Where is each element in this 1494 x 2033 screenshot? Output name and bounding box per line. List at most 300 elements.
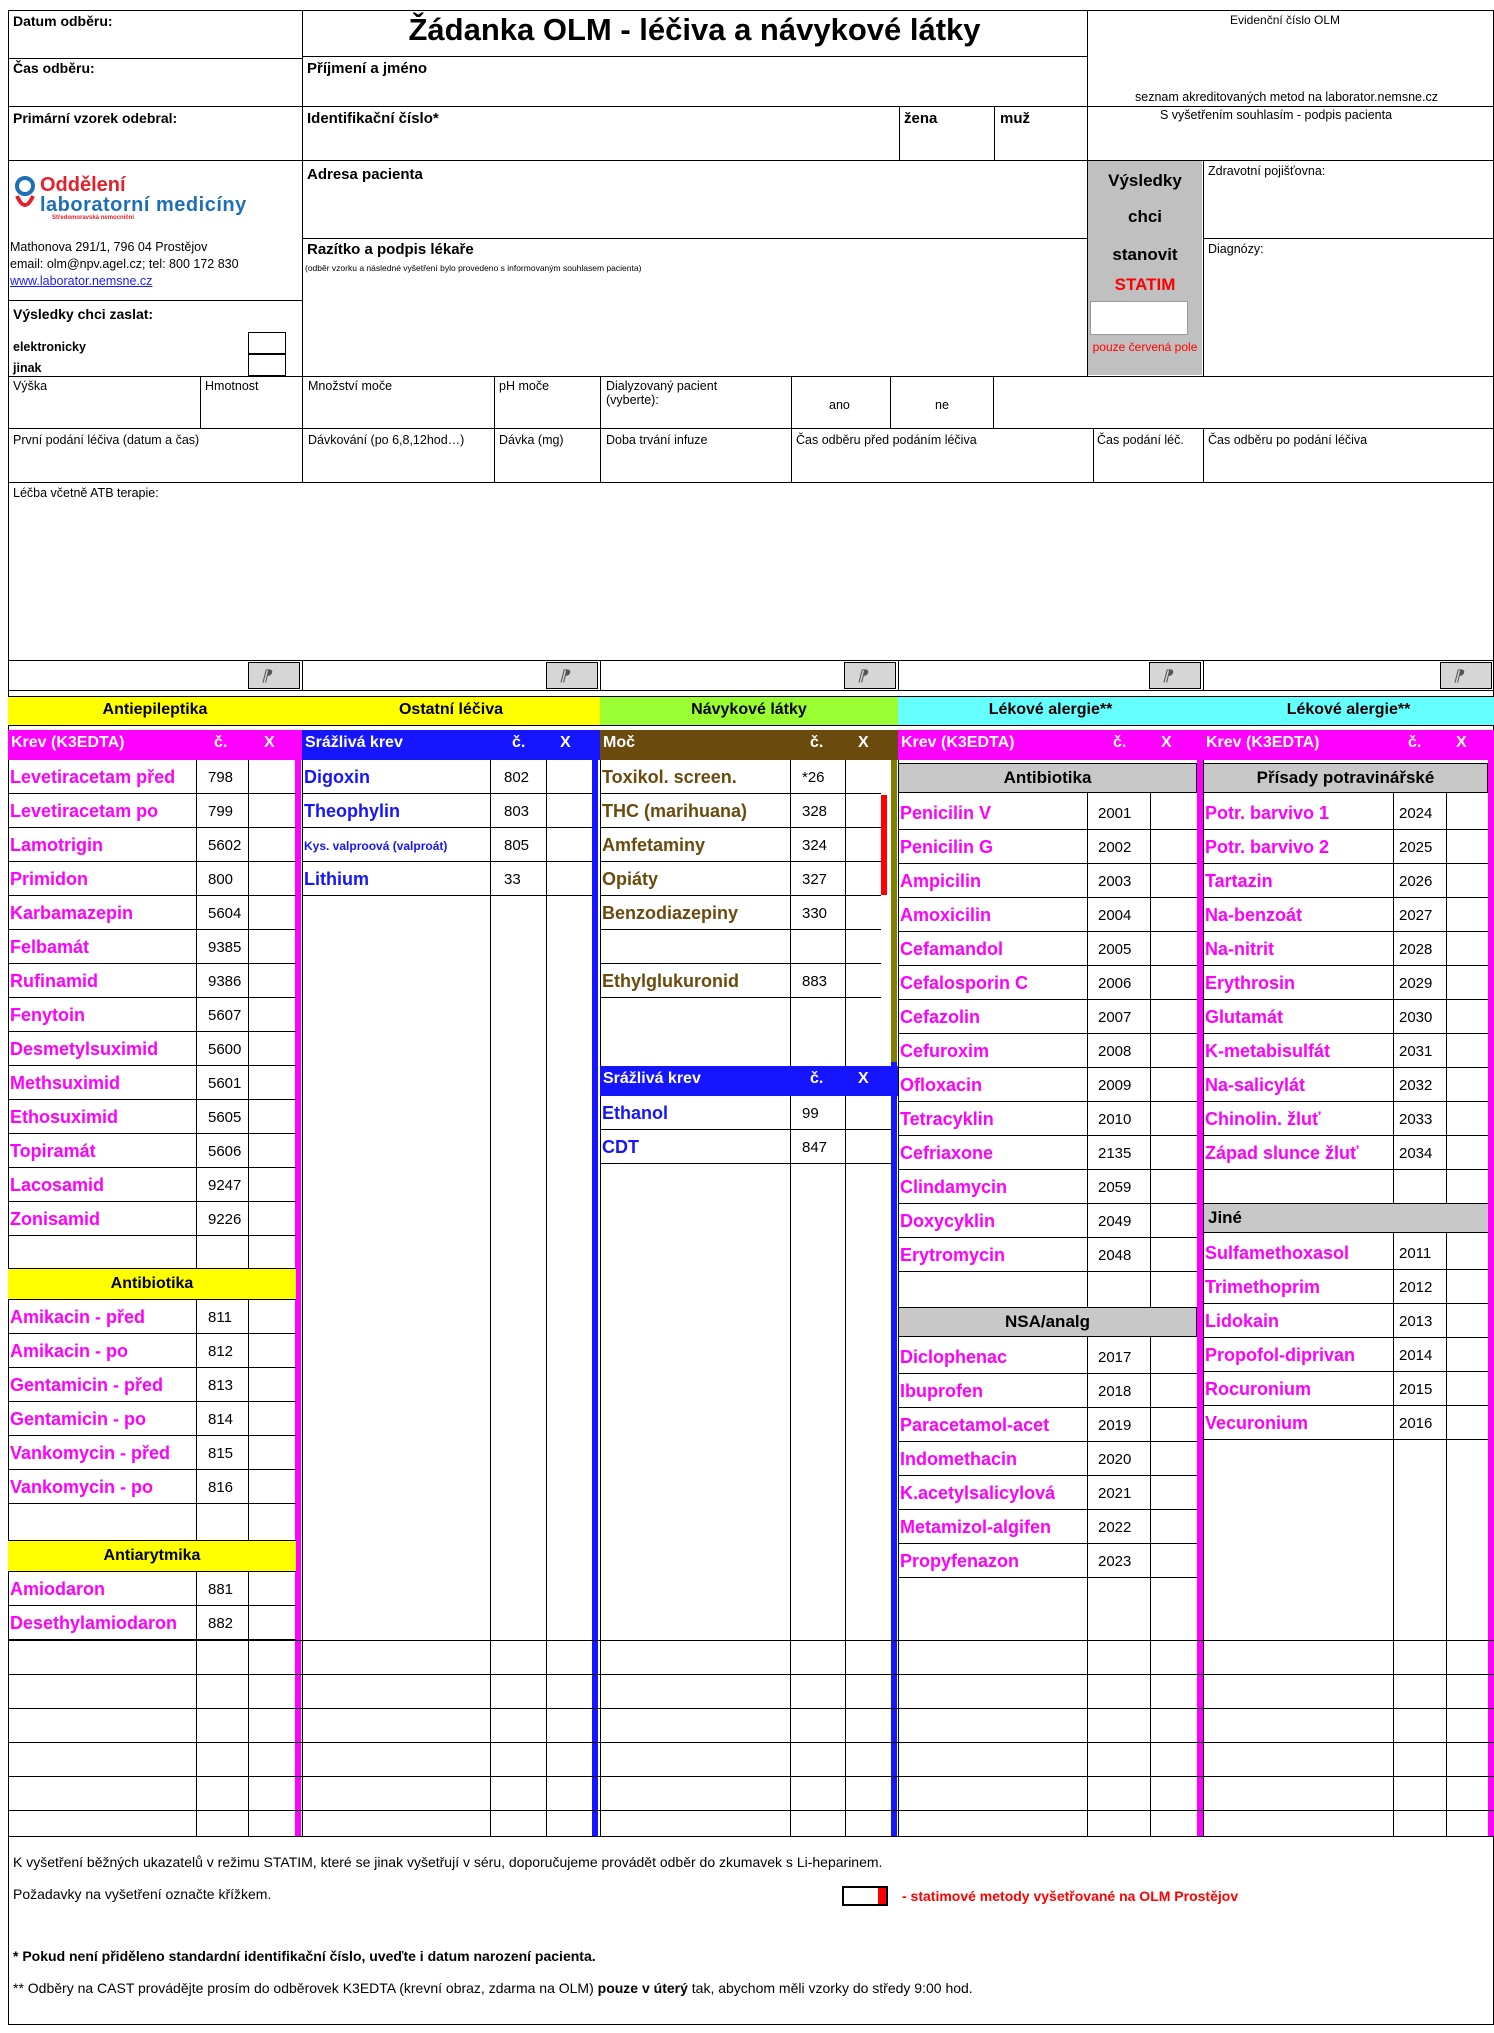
ostatni-row-2[interactable] — [302, 828, 592, 862]
alergie-nsa-name: Propyfenazon — [900, 1551, 1020, 1571]
grid-line — [8, 1708, 1494, 1709]
alergie-nsa-row-2[interactable] — [898, 1408, 1197, 1442]
alergie-prisady-code: 2026 — [1399, 873, 1433, 890]
antiepileptika-name: Lacosamid — [10, 1175, 105, 1195]
antiepileptika-code: 799 — [208, 803, 234, 820]
antibiotika-row-4[interactable] — [8, 1436, 296, 1470]
antiepileptika-row-0[interactable] — [8, 760, 296, 794]
alergie-prisady-row-3[interactable] — [1203, 898, 1488, 932]
antiepileptika-row-13[interactable] — [8, 1202, 296, 1236]
alergie-prisady-row-7[interactable] — [1203, 1034, 1488, 1068]
ostatni-row-3[interactable] — [302, 862, 592, 896]
hmotnost-field[interactable]: Hmotnost — [205, 379, 259, 393]
statim-marker — [881, 795, 887, 895]
statim-note: pouze červená pole — [1092, 340, 1198, 354]
antibiotika-row-5[interactable] — [8, 1470, 296, 1504]
alergie-atb-row-13[interactable] — [898, 1238, 1197, 1272]
navykove-krev-row-1[interactable] — [600, 1130, 891, 1164]
dialyzovany-label: Dialyzovaný pacient (vyberte): — [606, 379, 718, 407]
navykove-row-1[interactable] — [600, 794, 881, 828]
filter-icon: ⁋ — [857, 668, 868, 685]
navykove-code: 327 — [802, 871, 828, 888]
antibiotika-name: Vankomycin - před — [10, 1443, 171, 1463]
mnozstvi-field[interactable]: Množství moče — [308, 379, 393, 393]
footer-line2: Požadavky na vyšetření označte křížkem. — [13, 1886, 272, 1902]
alergie-atb-code: 2004 — [1098, 907, 1132, 924]
footer-note1: * Pokud není přiděleno standardní identifikační číslo, uveďte i datum narození pacienta. — [13, 1948, 596, 1964]
subheader-moc: Moč č. X — [600, 730, 898, 760]
group-prisady: Přísady potravinářské — [1203, 763, 1488, 793]
antiepileptika-name: Zonisamid — [10, 1209, 101, 1229]
alergie-prisady-name: Západ slunce žluť — [1205, 1143, 1359, 1163]
alergie-prisady-code: 2028 — [1399, 941, 1433, 958]
alergie-prisady-code: 2025 — [1399, 839, 1433, 856]
zdravotni-field[interactable]: Zdravotní pojišťovna: — [1208, 164, 1326, 178]
antiarytmika-name: Amiodaron — [10, 1579, 106, 1599]
davkovani-field[interactable]: Dávkování (po 6,8,12hod…) — [308, 433, 465, 447]
alergie-atb-name: Cefuroxim — [900, 1041, 990, 1061]
antiarytmika-name: Desethylamiodaron — [10, 1613, 178, 1633]
alergie-atb-row-12[interactable] — [898, 1204, 1197, 1238]
zena-option[interactable]: žena — [904, 110, 938, 127]
lab-name-line3: Středomoravská nemocniční — [52, 215, 135, 221]
navykove-krev-name: CDT — [602, 1137, 639, 1157]
statim-label: STATIM — [1114, 275, 1176, 294]
alergie-atb-code: 2009 — [1098, 1077, 1132, 1094]
razitko-label: Razítko a podpis lékaře — [307, 241, 474, 258]
section-antibiotika: Antibiotika — [8, 1268, 296, 1300]
antiepileptika-name: Rufinamid — [10, 971, 98, 991]
antiepileptika-code: 5606 — [208, 1143, 242, 1160]
antiepileptika-code: 798 — [208, 769, 234, 786]
navykove-name: Opiáty — [602, 869, 659, 889]
alergie-prisady-code: 2033 — [1399, 1111, 1433, 1128]
antiepileptika-row-10[interactable] — [8, 1100, 296, 1134]
filter-dropdown-4[interactable] — [1149, 662, 1201, 689]
alergie-prisady-row-6[interactable] — [1203, 1000, 1488, 1034]
alergie-jine-name: Propofol-diprivan — [1205, 1345, 1355, 1365]
alergie-jine-row-2[interactable] — [1203, 1304, 1488, 1338]
doba-infuze-field[interactable]: Doba trvání infuze — [606, 433, 708, 447]
alergie-prisady-row-5[interactable] — [1203, 966, 1488, 1000]
navykove-row-2[interactable] — [600, 828, 881, 862]
cas-po-field[interactable]: Čas odběru po podání léčiva — [1208, 433, 1368, 447]
grid-line — [8, 1674, 1494, 1675]
alergie-atb-name: Tetracyklin — [900, 1109, 994, 1129]
prvni-podani-field[interactable]: První podání léčiva (datum a čas) — [13, 433, 200, 447]
alergie-prisady-row-0[interactable] — [1203, 796, 1488, 830]
alergie-prisady-name: Na-nitrit — [1205, 939, 1274, 959]
ostatni-code: 802 — [504, 769, 530, 786]
antiepileptika-row-8[interactable] — [8, 1032, 296, 1066]
group-antibiotika: Antibiotika — [898, 763, 1197, 793]
alergie-prisady-name: Erythrosin — [1205, 973, 1296, 993]
section-antiepileptika: Antiepileptika — [8, 696, 302, 726]
alergie-nsa-name: Indomethacin — [900, 1449, 1018, 1469]
lab-logo — [12, 174, 302, 224]
navykove-code: *26 — [802, 769, 825, 786]
alergie-atb-code: 2005 — [1098, 941, 1132, 958]
section-antiarytmika: Antiarytmika — [8, 1540, 296, 1572]
lab-web-link[interactable]: www.laborator.nemsne.cz — [10, 274, 153, 288]
alergie-prisady-code: 2027 — [1399, 907, 1433, 924]
alergie-atb-code: 2007 — [1098, 1009, 1132, 1026]
alergie-atb-code: 2006 — [1098, 975, 1132, 992]
navykove-krev-name: Ethanol — [602, 1103, 668, 1123]
alergie-prisady-name: Chinolin. žluť — [1205, 1109, 1321, 1129]
filter-icon: ⁋ — [559, 668, 570, 685]
elektronicky-label: elektronicky — [13, 340, 86, 354]
cas-pred-field[interactable]: Čas odběru před podáním léčiva — [796, 433, 977, 447]
antibiotika-row-3[interactable] — [8, 1402, 296, 1436]
navykove-code: 328 — [802, 803, 828, 820]
antiepileptika-name: Fenytoin — [10, 1005, 85, 1025]
alergie-atb-name: Cefazolin — [900, 1007, 981, 1027]
alergie-atb-row-9[interactable] — [898, 1102, 1197, 1136]
antiepileptika-row-1[interactable] — [8, 794, 296, 828]
filter-dropdown-3[interactable] — [844, 662, 896, 689]
alergie-prisady-row-10[interactable] — [1203, 1136, 1488, 1170]
alergie-atb-name: Amoxicilin — [900, 905, 992, 925]
ostatni-name: Digoxin — [304, 767, 370, 787]
antibiotika-row-2[interactable] — [8, 1368, 296, 1402]
statim-box — [1088, 161, 1202, 375]
filter-icon: ⁋ — [1162, 668, 1173, 685]
alergie-prisady-name: Na-salicylát — [1205, 1075, 1306, 1095]
antiepileptika-name: Primidon — [10, 869, 89, 889]
alergie-nsa-name: Paracetamol-acet — [900, 1415, 1050, 1435]
alergie-atb-row-8[interactable] — [898, 1068, 1197, 1102]
primarni-vzorek-label: Primární vzorek odebral: — [13, 110, 178, 126]
navykove-krev-row-0[interactable] — [600, 1096, 891, 1130]
navykove-row-4[interactable] — [600, 896, 881, 930]
dialyza-ne-option[interactable]: ne — [935, 398, 949, 412]
alergie-jine-row-3[interactable] — [1203, 1338, 1488, 1372]
alergie-nsa-row-5[interactable] — [898, 1510, 1197, 1544]
group-jine: Jiné — [1203, 1203, 1488, 1233]
alergie-atb-name: Cefamandol — [900, 939, 1004, 959]
alergie-atb-row-11[interactable] — [898, 1170, 1197, 1204]
alergie-atb-name: Penicilin G — [900, 837, 994, 857]
alergie-prisady-row-4[interactable] — [1203, 932, 1488, 966]
grid-line — [8, 1810, 1494, 1811]
antibiotika-name: Gentamicin - před — [10, 1375, 164, 1395]
alergie-nsa-row-1[interactable] — [898, 1374, 1197, 1408]
section-navykove: Návykové látky — [600, 696, 898, 726]
alergie-atb-row-0[interactable] — [898, 796, 1197, 830]
navykove-krev-code: 847 — [802, 1139, 828, 1156]
lab-name-line1: Oddělení — [40, 174, 126, 196]
alergie-nsa-name: K.acetylsalicylová — [900, 1483, 1056, 1503]
alergie-nsa-code: 2023 — [1098, 1553, 1132, 1570]
antiepileptika-code: 800 — [208, 871, 234, 888]
alergie-prisady-row-9[interactable] — [1203, 1102, 1488, 1136]
alergie-jine-name: Rocuronium — [1205, 1379, 1311, 1399]
antiarytmika-row-1[interactable] — [8, 1606, 296, 1640]
alergie-atb-row-10[interactable] — [898, 1136, 1197, 1170]
alergie-atb-name: Erytromycin — [900, 1245, 1006, 1265]
alergie-nsa-name: Ibuprofen — [900, 1381, 983, 1401]
navykove-row-3[interactable] — [600, 862, 881, 896]
alergie-atb-name: Ofloxacin — [900, 1075, 983, 1095]
alergie-atb-row-2[interactable] — [898, 864, 1197, 898]
antiepileptika-code: 9386 — [208, 973, 242, 990]
navykove-code: 883 — [802, 973, 828, 990]
alergie-prisady-name: Glutamát — [1205, 1007, 1284, 1027]
alergie-prisady-row-1[interactable] — [1203, 830, 1488, 864]
antibiotika-code: 814 — [208, 1411, 234, 1428]
alergie-nsa-row-6[interactable] — [898, 1544, 1197, 1578]
antiepileptika-name: Levetiracetam po — [10, 801, 159, 821]
antiepileptika-code: 5602 — [208, 837, 242, 854]
subheader-krev-2: Krev (K3EDTA) č. X — [898, 730, 1203, 760]
souhlas-label: S vyšetřením souhlasím - podpis pacienta — [1160, 108, 1393, 122]
antiepileptika-row-2[interactable] — [8, 828, 296, 862]
alergie-prisady-row-8[interactable] — [1203, 1068, 1488, 1102]
alergie-nsa-code: 2018 — [1098, 1383, 1132, 1400]
alergie-jine-row-4[interactable] — [1203, 1372, 1488, 1406]
alergie-jine-name: Sulfamethoxasol — [1205, 1243, 1350, 1263]
vysledky-zaslat-label: Výsledky chci zaslat: — [13, 306, 154, 322]
alergie-nsa-code: 2020 — [1098, 1451, 1132, 1468]
alergie-prisady-name: Potr. barvivo 1 — [1205, 803, 1330, 823]
adresa-field[interactable]: Adresa pacienta — [307, 166, 423, 183]
antiepileptika-code: 5604 — [208, 905, 242, 922]
alergie-jine-name: Trimethoprim — [1205, 1277, 1321, 1297]
filter-icon: ⁋ — [261, 668, 272, 685]
alergie-nsa-name: Diclophenac — [900, 1347, 1008, 1367]
navykove-name: THC (marihuana) — [602, 801, 748, 821]
stripe-olive — [891, 760, 897, 1062]
antiepileptika-name: Felbamát — [10, 937, 90, 957]
alergie-atb-code: 2001 — [1098, 805, 1132, 822]
ostatni-row-0[interactable] — [302, 760, 592, 794]
antiepileptika-name: Levetiracetam před — [10, 767, 176, 787]
grid-line — [8, 1742, 1494, 1743]
alergie-atb-code: 2010 — [1098, 1111, 1132, 1128]
vyska-field[interactable]: Výška — [13, 379, 48, 393]
alergie-prisady-code: 2032 — [1399, 1077, 1433, 1094]
alergie-nsa-code: 2019 — [1098, 1417, 1132, 1434]
alergie-atb-row-5[interactable] — [898, 966, 1197, 1000]
antiepileptika-name: Methsuximid — [10, 1073, 121, 1093]
group-nsa: NSA/analg — [898, 1307, 1197, 1337]
antiepileptika-row-6[interactable] — [8, 964, 296, 998]
antibiotika-row-1[interactable] — [8, 1334, 296, 1368]
alergie-nsa-code: 2022 — [1098, 1519, 1132, 1536]
alergie-prisady-name: K-metabisulfát — [1205, 1041, 1331, 1061]
antiepileptika-row-5[interactable] — [8, 930, 296, 964]
antibiotika-name: Amikacin - před — [10, 1307, 146, 1327]
filter-dropdown-5[interactable] — [1440, 662, 1492, 689]
jinak-checkbox[interactable] — [248, 354, 286, 376]
antiepileptika-row-7[interactable] — [8, 998, 296, 1032]
antibiotika-code: 811 — [208, 1309, 232, 1326]
navykove-name: Ethylglukuronid — [602, 971, 739, 991]
antibiotika-name: Vankomycin - po — [10, 1477, 154, 1497]
antibiotika-name: Amikacin - po — [10, 1341, 129, 1361]
alergie-atb-row-7[interactable] — [898, 1034, 1197, 1068]
prijmeni-field[interactable]: Příjmení a jméno — [307, 60, 428, 77]
section-ostatni: Ostatní léčiva — [302, 696, 600, 726]
alergie-atb-code: 2059 — [1098, 1179, 1132, 1196]
subheader-krev-1: Krev (K3EDTA) č. X — [8, 730, 302, 760]
antiarytmika-code: 882 — [208, 1615, 234, 1632]
lecba-field[interactable]: Léčba včetně ATB terapie: — [13, 486, 159, 500]
ostatni-code: 803 — [504, 803, 530, 820]
antiepileptika-name: Ethosuximid — [10, 1107, 119, 1127]
antibiotika-code: 815 — [208, 1445, 234, 1462]
alergie-prisady-name: Tartazin — [1205, 871, 1273, 891]
lab-contact: email: olm@npv.agel.cz; tel: 800 172 830 — [10, 257, 239, 271]
alergie-prisady-name: Na-benzoát — [1205, 905, 1303, 925]
antiepileptika-row-3[interactable] — [8, 862, 296, 896]
statim-legend-swatch — [842, 1886, 888, 1906]
jinak-label: jinak — [13, 361, 42, 375]
alergie-jine-row-1[interactable] — [1203, 1270, 1488, 1304]
alergie-prisady-row-2[interactable] — [1203, 864, 1488, 898]
lab-logo-icon — [14, 176, 36, 214]
dialyza-ano-option[interactable]: ano — [829, 398, 850, 412]
ostatni-code: 33 — [504, 871, 521, 888]
diagnozy-field[interactable]: Diagnózy: — [1208, 242, 1264, 256]
navykove-row-6[interactable] — [600, 964, 881, 998]
alergie-atb-name: Ampicilin — [900, 871, 982, 891]
antibiotika-code: 816 — [208, 1479, 234, 1496]
statim-legend-text: - statimové metody vyšetřované na OLM Prostějov — [902, 1888, 1239, 1904]
alergie-atb-name: Doxycyklin — [900, 1211, 996, 1231]
cas-podani-field[interactable]: Čas podání léč. — [1097, 433, 1184, 447]
alergie-nsa-name: Metamizol-algifen — [900, 1517, 1052, 1537]
alergie-atb-row-6[interactable] — [898, 1000, 1197, 1034]
elektronicky-checkbox[interactable] — [248, 332, 286, 354]
antiepileptika-row-11[interactable] — [8, 1134, 296, 1168]
alergie-atb-code: 2002 — [1098, 839, 1132, 856]
statim-line2: chci — [1127, 207, 1163, 226]
subheader-srazliva-krev: Srážlivá krev č. X — [302, 730, 600, 760]
seznam-link[interactable]: seznam akreditovaných metod na laborator.nemsne.cz — [1135, 90, 1438, 104]
page-title: Žádanka OLM - léčiva a návykové látky — [408, 12, 981, 47]
alergie-atb-code: 2049 — [1098, 1213, 1132, 1230]
antiepileptika-code: 5600 — [208, 1041, 242, 1058]
davka-field[interactable]: Dávka (mg) — [499, 433, 564, 447]
footer-line1: K vyšetření běžných ukazatelů v režimu STATIM, které se jinak vyšetřují v séru, doporučujeme provádět odběr do zkumavek s Li-heparinem. — [13, 1854, 883, 1870]
subheader-srazliva-krev-2: Srážlivá krev č. X — [600, 1066, 898, 1096]
antiepileptika-row-9[interactable] — [8, 1066, 296, 1100]
alergie-atb-code: 2048 — [1098, 1247, 1132, 1264]
alergie-jine-code: 2013 — [1399, 1313, 1433, 1330]
alergie-jine-row-0[interactable] — [1203, 1236, 1488, 1270]
filter-dropdown-2[interactable] — [546, 662, 598, 689]
footer-note2: ** Odběry na CAST provádějte prosím do odběrovek K3EDTA (krevní obraz, zdarma na OLM) pouze v úterý tak, abychom měli vzorky do středy 9:00 hod. — [13, 1980, 973, 1996]
ostatni-row-1[interactable] — [302, 794, 592, 828]
alergie-atb-code: 2135 — [1098, 1145, 1132, 1162]
grid-line — [8, 1640, 1494, 1641]
grid-line — [8, 1776, 1494, 1777]
alergie-atb-name: Clindamycin — [900, 1177, 1008, 1197]
antiepileptika-code: 5607 — [208, 1007, 242, 1024]
alergie-prisady-code: 2030 — [1399, 1009, 1433, 1026]
statim-line3: stanovit — [1112, 245, 1178, 264]
antiepileptika-name: Desmetylsuximid — [10, 1039, 159, 1059]
alergie-jine-code: 2014 — [1399, 1347, 1433, 1364]
lab-address: Mathonova 291/1, 796 04 Prostějov — [10, 240, 208, 254]
antibiotika-name: Gentamicin - po — [10, 1409, 147, 1429]
identifikacni-field[interactable]: Identifikační číslo* — [307, 110, 439, 127]
cas-odberu-label: Čas odběru: — [13, 60, 95, 76]
antiarytmika-row-0[interactable] — [8, 1572, 296, 1606]
navykove-name: Benzodiazepiny — [602, 903, 739, 923]
razitko-note: (odběr vzorku a následné vyšetření bylo provedeno s informovaným souhlasem pacienta) — [305, 263, 642, 273]
alergie-nsa-code: 2021 — [1098, 1485, 1132, 1502]
ostatni-name: Theophylin — [304, 801, 400, 821]
section-alergie-1: Lékové alergie** — [898, 696, 1203, 726]
alergie-prisady-code: 2031 — [1399, 1043, 1433, 1060]
antiepileptika-code: 9247 — [208, 1177, 242, 1194]
navykove-code: 330 — [802, 905, 828, 922]
alergie-atb-name: Cefriaxone — [900, 1143, 994, 1163]
antiepileptika-name: Lamotrigin — [10, 835, 103, 855]
alergie-jine-code: 2015 — [1399, 1381, 1433, 1398]
alergie-nsa-code: 2017 — [1098, 1349, 1132, 1366]
navykove-name: Toxikol. screen. — [602, 767, 737, 787]
section-alergie-2: Lékové alergie** — [1203, 696, 1494, 726]
navykove-name: Amfetaminy — [602, 835, 706, 855]
antibiotika-code: 812 — [208, 1343, 234, 1360]
alergie-prisady-code: 2024 — [1399, 805, 1433, 822]
datum-odberu-label: Datum odběru: — [13, 13, 113, 29]
alergie-atb-row-1[interactable] — [898, 830, 1197, 864]
statim-checkbox[interactable] — [1090, 301, 1188, 335]
alergie-atb-name: Cefalosporin C — [900, 973, 1029, 993]
alergie-jine-name: Lidokain — [1205, 1311, 1280, 1331]
navykove-row-0[interactable] — [600, 760, 881, 794]
alergie-prisady-code: 2034 — [1399, 1145, 1433, 1162]
alergie-jine-code: 2011 — [1399, 1245, 1432, 1262]
antibiotika-row-0[interactable] — [8, 1300, 296, 1334]
navykove-code: 324 — [802, 837, 828, 854]
alergie-atb-row-4[interactable] — [898, 932, 1197, 966]
muz-option[interactable]: muž — [1000, 110, 1030, 127]
alergie-jine-name: Vecuronium — [1205, 1413, 1309, 1433]
alergie-nsa-row-3[interactable] — [898, 1442, 1197, 1476]
navykove-row-5[interactable] — [600, 930, 881, 964]
ph-field[interactable]: pH moče — [499, 379, 550, 393]
evidencni-label: Evidenční číslo OLM — [1230, 13, 1341, 27]
alergie-atb-code: 2008 — [1098, 1043, 1132, 1060]
filter-icon: ⁋ — [1453, 668, 1464, 685]
antiarytmika-code: 881 — [208, 1581, 234, 1598]
alergie-nsa-row-0[interactable] — [898, 1340, 1197, 1374]
antiepileptika-row-4[interactable] — [8, 896, 296, 930]
alergie-nsa-row-4[interactable] — [898, 1476, 1197, 1510]
alergie-atb-row-3[interactable] — [898, 898, 1197, 932]
alergie-atb-code: 2003 — [1098, 873, 1132, 890]
filter-dropdown-1[interactable] — [248, 662, 300, 689]
antiepileptika-row-12[interactable] — [8, 1168, 296, 1202]
ostatni-code: 805 — [504, 837, 530, 854]
alergie-jine-code: 2016 — [1399, 1415, 1433, 1432]
antiepileptika-name: Topiramát — [10, 1141, 96, 1161]
antiepileptika-code: 9385 — [208, 939, 242, 956]
navykove-krev-code: 99 — [802, 1105, 819, 1122]
ostatni-name: Lithium — [304, 869, 369, 889]
alergie-jine-row-5[interactable] — [1203, 1406, 1488, 1440]
antiepileptika-code: 5605 — [208, 1109, 242, 1126]
antiepileptika-code: 5601 — [208, 1075, 242, 1092]
alergie-atb-name: Penicilin V — [900, 803, 992, 823]
antiepileptika-code: 9226 — [208, 1211, 242, 1228]
